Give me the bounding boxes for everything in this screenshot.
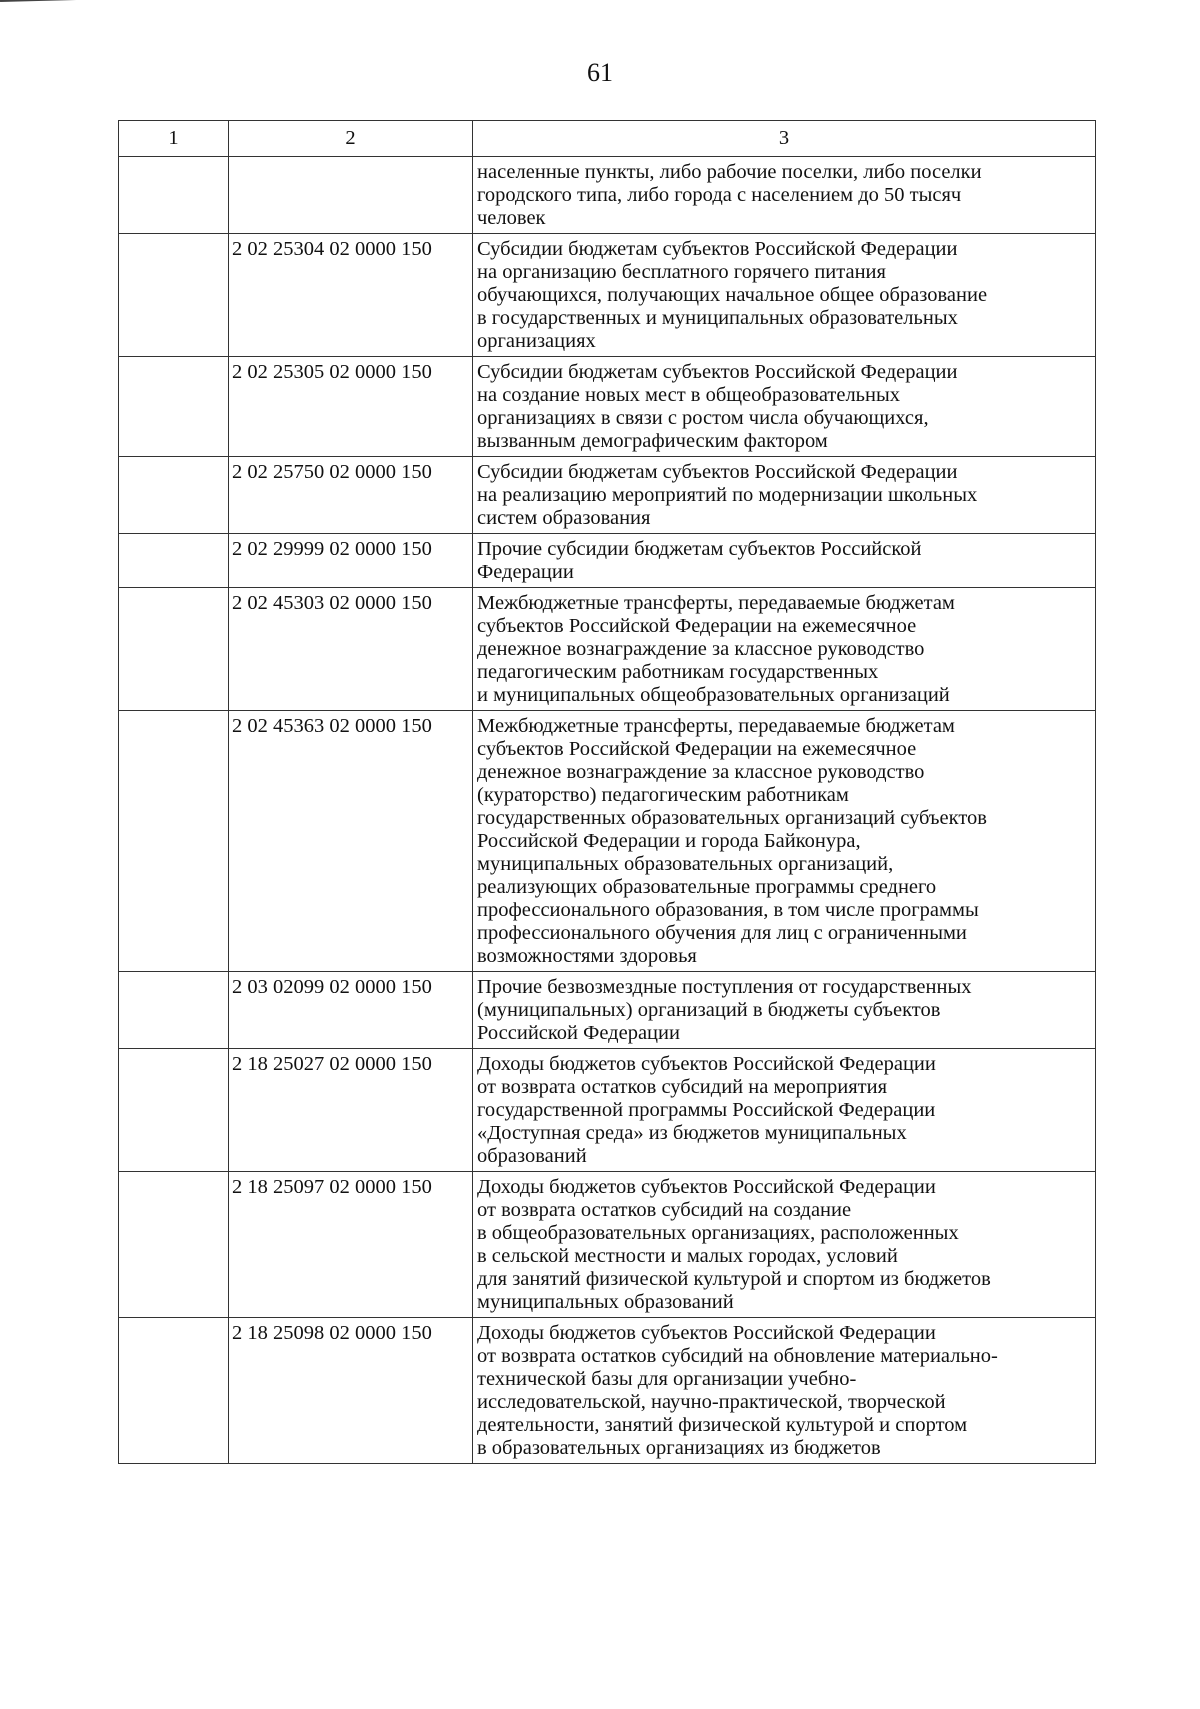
description-line: Субсидии бюджетам субъектов Российской Федерации — [477, 238, 958, 260]
table-row — [119, 588, 1096, 711]
description-line: на организацию бесплатного горячего питания — [477, 261, 886, 283]
description-line: (кураторство) педагогическим работникам — [477, 784, 849, 806]
description-line: для занятий физической культурой и спортом из бюджетов — [477, 1268, 991, 1290]
description-line: Прочие безвозмездные поступления от государственных — [477, 976, 972, 998]
description-line: (муниципальных) организаций в бюджеты субъектов — [477, 999, 941, 1021]
description-line: профессионального образования, в том числе программы — [477, 899, 979, 921]
header-col-3: 3 — [473, 121, 1096, 157]
income-description-cell — [473, 357, 1096, 457]
description-line: технической базы для организации учебно- — [477, 1368, 857, 1390]
income-code-cell: 2 02 25305 02 0000 150 — [229, 357, 473, 457]
description-line: образований — [477, 1145, 587, 1167]
description-line: реализующих образовательные программы среднего — [477, 876, 937, 898]
description-line: в государственных и муниципальных образовательных — [477, 307, 958, 329]
table-row — [119, 457, 1096, 534]
table-row — [119, 711, 1096, 972]
income-code-cell: 2 18 25098 02 0000 150 — [229, 1318, 473, 1464]
description-line: в сельской местности и малых городах, условий — [477, 1245, 898, 1267]
description-line: Доходы бюджетов субъектов Российской Федерации — [477, 1322, 936, 1344]
row-col-1-cell — [119, 534, 229, 588]
description-line: муниципальных образований — [477, 1291, 734, 1313]
description-line: Доходы бюджетов субъектов Российской Федерации — [477, 1053, 936, 1075]
description-line: Федерации — [477, 561, 574, 583]
income-code-cell: 2 03 02099 02 0000 150 — [229, 972, 473, 1049]
page-number: 61 — [587, 58, 613, 87]
description-line: Межбюджетные трансферты, передаваемые бюджетам — [477, 592, 955, 614]
scan-edge-mark — [0, 0, 110, 10]
income-code-cell: 2 02 25750 02 0000 150 — [229, 457, 473, 534]
description-line: Российской Федерации — [477, 1022, 680, 1044]
income-code-cell: 2 02 29999 02 0000 150 — [229, 534, 473, 588]
description-line: от возврата остатков субсидий на создание — [477, 1199, 852, 1221]
income-code-cell: 2 18 25097 02 0000 150 — [229, 1172, 473, 1318]
income-description-cell — [473, 234, 1096, 357]
description-line: от возврата остатков субсидий на мероприятия — [477, 1076, 887, 1098]
description-line: населенные пункты, либо рабочие поселки, либо поселки — [477, 161, 982, 183]
description-line: в общеобразовательных организациях, расположенных — [477, 1222, 959, 1244]
income-description-cell — [473, 157, 1096, 234]
table-row — [119, 157, 1096, 234]
income-description-cell — [473, 972, 1096, 1049]
description-line: в образовательных организациях из бюджетов — [477, 1437, 881, 1459]
description-line: городского типа, либо города с населением до 50 тысяч — [477, 184, 962, 206]
table-row — [119, 1318, 1096, 1464]
row-col-1-cell — [119, 1172, 229, 1318]
row-col-1-cell — [119, 457, 229, 534]
description-line: субъектов Российской Федерации на ежемесячное — [477, 615, 917, 637]
row-col-1-cell — [119, 588, 229, 711]
description-line: на реализацию мероприятий по модернизации школьных — [477, 484, 978, 506]
description-line: и муниципальных общеобразовательных организаций — [477, 684, 950, 706]
row-col-1-cell — [119, 972, 229, 1049]
description-line: субъектов Российской Федерации на ежемесячное — [477, 738, 917, 760]
income-code-cell: 2 18 25027 02 0000 150 — [229, 1049, 473, 1172]
description-line: денежное вознаграждение за классное руководство — [477, 761, 925, 783]
description-line: Доходы бюджетов субъектов Российской Федерации — [477, 1176, 936, 1198]
income-description-cell — [473, 1172, 1096, 1318]
income-code-cell: 2 02 45363 02 0000 150 — [229, 711, 473, 972]
description-line: вызванным демографическим фактором — [477, 430, 828, 452]
description-line: Субсидии бюджетам субъектов Российской Федерации — [477, 461, 958, 483]
description-line: Российской Федерации и города Байконура, — [477, 830, 861, 852]
description-line: исследовательской, научно-практической, творческой — [477, 1391, 946, 1413]
description-line: денежное вознаграждение за классное руководство — [477, 638, 925, 660]
row-col-1-cell — [119, 357, 229, 457]
description-line: человек — [477, 207, 546, 229]
description-line: педагогическим работникам государственных — [477, 661, 879, 683]
row-col-1-cell — [119, 1049, 229, 1172]
income-description-cell — [473, 588, 1096, 711]
income-code-cell: 2 02 25304 02 0000 150 — [229, 234, 473, 357]
row-col-1-cell — [119, 234, 229, 357]
description-line: от возврата остатков субсидий на обновление материально- — [477, 1345, 998, 1367]
table-row — [119, 357, 1096, 457]
header-col-2: 2 — [229, 121, 473, 157]
table-row — [119, 534, 1096, 588]
description-line: систем образования — [477, 507, 651, 529]
description-line: государственных образовательных организаций субъектов — [477, 807, 987, 829]
income-description-cell — [473, 534, 1096, 588]
row-col-1-cell — [119, 157, 229, 234]
table-row — [119, 1049, 1096, 1172]
description-line: на создание новых мест в общеобразовательных — [477, 384, 901, 406]
description-line: «Доступная среда» из бюджетов муниципальных — [477, 1122, 907, 1144]
income-code-cell — [229, 157, 473, 234]
description-line: деятельности, занятий физической культурой и спортом — [477, 1414, 968, 1436]
description-line: Субсидии бюджетам субъектов Российской Федерации — [477, 361, 958, 383]
income-description-cell — [473, 1049, 1096, 1172]
income-code-cell: 2 02 45303 02 0000 150 — [229, 588, 473, 711]
row-col-1-cell — [119, 711, 229, 972]
header-col-1: 1 — [119, 121, 229, 157]
table-row — [119, 1172, 1096, 1318]
description-line: обучающихся, получающих начальное общее образование — [477, 284, 988, 306]
description-line: организациях — [477, 330, 596, 352]
description-line: Прочие субсидии бюджетам субъектов Российской — [477, 538, 922, 560]
income-description-cell — [473, 1318, 1096, 1464]
table-row — [119, 234, 1096, 357]
budget-classification-table — [118, 120, 1096, 1464]
description-line: профессионального обучения для лиц с ограниченными — [477, 922, 967, 944]
income-description-cell — [473, 711, 1096, 972]
description-line: возможностями здоровья — [477, 945, 697, 967]
description-line: муниципальных образовательных организаций, — [477, 853, 894, 875]
table-header-row — [119, 121, 1096, 157]
income-description-cell — [473, 457, 1096, 534]
description-line: Межбюджетные трансферты, передаваемые бюджетам — [477, 715, 955, 737]
table-row — [119, 972, 1096, 1049]
row-col-1-cell — [119, 1318, 229, 1464]
description-line: организациях в связи с ростом числа обучающихся, — [477, 407, 929, 429]
description-line: государственной программы Российской Федерации — [477, 1099, 936, 1121]
